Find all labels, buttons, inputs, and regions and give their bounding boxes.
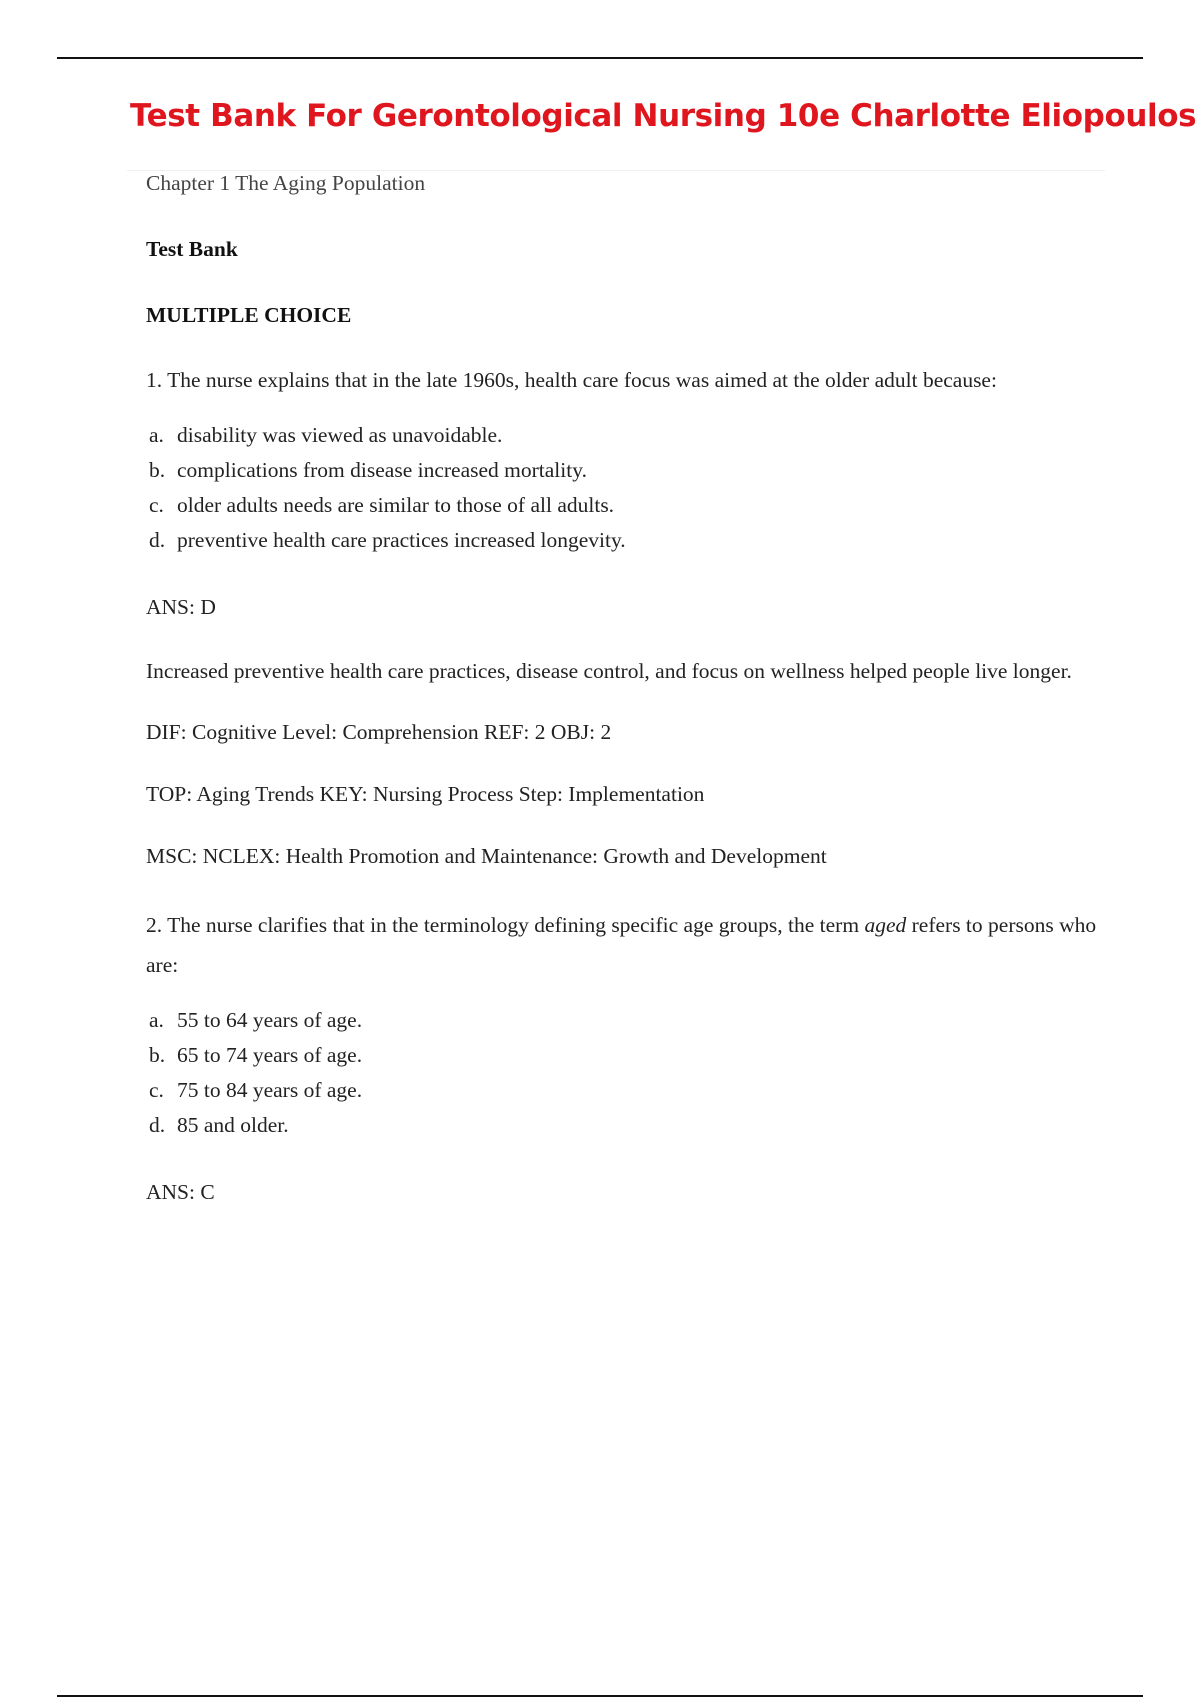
option-item bbox=[149, 1073, 1106, 1108]
option-text: disability was viewed as unavoidable. bbox=[177, 422, 503, 447]
question-2-stem-emphasis: aged bbox=[864, 912, 907, 937]
question-2-options bbox=[146, 1003, 1106, 1143]
option-text: complications from disease increased mortality. bbox=[177, 457, 587, 482]
question-1-options bbox=[146, 418, 1106, 558]
option-item bbox=[149, 453, 1106, 488]
top-rule bbox=[57, 57, 1143, 59]
question-1-answer: ANS: D bbox=[146, 594, 216, 619]
option-text: 65 to 74 years of age. bbox=[177, 1042, 363, 1067]
option-letter: b. bbox=[149, 1042, 166, 1067]
bottom-rule bbox=[57, 1695, 1143, 1697]
question-1-stem: 1. The nurse explains that in the late 1960s, health care focus was aimed at the older adult because: bbox=[146, 367, 997, 392]
option-letter: b. bbox=[149, 457, 166, 482]
option-letter: a. bbox=[149, 422, 164, 447]
question-1-difficulty: DIF: Cognitive Level: Comprehension REF: 2 OBJ: 2 bbox=[146, 719, 612, 744]
question-2-stem bbox=[146, 905, 1106, 985]
chapter-heading: Chapter 1 The Aging Population bbox=[146, 171, 426, 195]
question-1-rationale: Increased preventive health care practices, disease control, and focus on wellness helped people live longer. bbox=[146, 658, 1072, 683]
option-item bbox=[149, 488, 1106, 523]
option-letter: c. bbox=[149, 492, 164, 517]
question-2-stem-start: 2. The nurse clarifies that in the terminology defining specific age groups, the term bbox=[146, 912, 865, 937]
option-item bbox=[149, 523, 1106, 558]
option-letter: c. bbox=[149, 1077, 164, 1102]
option-text: 75 to 84 years of age. bbox=[177, 1077, 363, 1102]
option-text: 85 and older. bbox=[177, 1112, 289, 1137]
subsection-heading: MULTIPLE CHOICE bbox=[146, 302, 352, 327]
option-letter: d. bbox=[149, 1112, 166, 1137]
document-title: Test Bank For Gerontological Nursing 10e Charlotte Eliopoulos bbox=[130, 98, 1197, 134]
option-text: older adults needs are similar to those of all adults. bbox=[177, 492, 615, 517]
question-1-msc: MSC: NCLEX: Health Promotion and Maintenance: Growth and Development bbox=[146, 843, 827, 868]
option-letter: d. bbox=[149, 527, 166, 552]
question-2-answer: ANS: C bbox=[146, 1179, 215, 1204]
question-1-topic: TOP: Aging Trends KEY: Nursing Process Step: Implementation bbox=[146, 781, 705, 806]
question-2-stem-end: refers to persons who are: bbox=[146, 912, 1097, 977]
option-item bbox=[149, 1108, 1106, 1143]
section-heading: Test Bank bbox=[146, 236, 238, 261]
option-text: preventive health care practices increased longevity. bbox=[177, 527, 626, 552]
page-content bbox=[146, 170, 1106, 1207]
option-item bbox=[149, 1003, 1106, 1038]
option-item bbox=[149, 418, 1106, 453]
option-item bbox=[149, 1038, 1106, 1073]
option-text: 55 to 64 years of age. bbox=[177, 1007, 363, 1032]
option-letter: a. bbox=[149, 1007, 164, 1032]
